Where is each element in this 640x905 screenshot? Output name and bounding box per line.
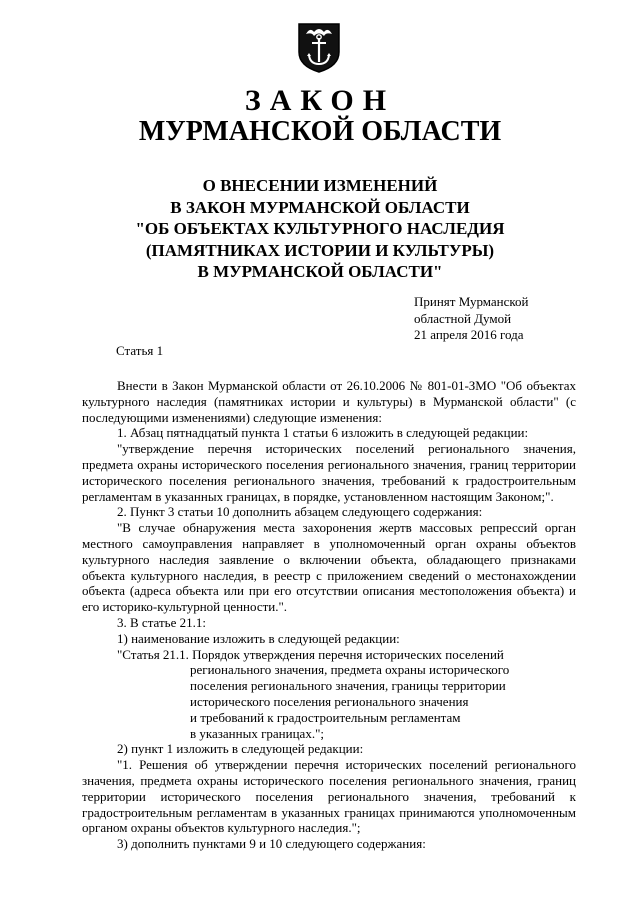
item-3-1-quote-first: "Статья 21.1. Порядок утверждения перечня исторических поселений — [117, 646, 504, 662]
subtitle-line: О ВНЕСЕНИИ ИЗМЕНЕНИЙ — [202, 176, 438, 195]
item-2: 2. Пункт 3 статьи 10 дополнить абзацем следующего содержания: — [117, 504, 483, 520]
item-3-1-quote-line: регионального значения, предмета охраны исторического — [190, 662, 510, 678]
item-3-1-quote-line: в указанных границах."; — [190, 725, 324, 741]
adoption-note — [414, 294, 529, 344]
adoption-date: 21 апреля 2016 года — [414, 327, 524, 342]
item-3: 3. В статье 21.1: — [117, 614, 206, 630]
subtitle-line: В МУРМАНСКОЙ ОБЛАСТИ" — [197, 262, 443, 281]
item-1: 1. Абзац пятнадцатый пункта 1 статьи 6 изложить в следующей редакции: — [117, 425, 529, 441]
article-body — [82, 378, 576, 852]
adoption-line: областной Думой — [414, 310, 512, 326]
item-3-3: 3) дополнить пунктами 9 и 10 следующего содержания: — [117, 836, 426, 852]
subtitle-line: "ОБ ОБЪЕКТАХ КУЛЬТУРНОГО НАСЛЕДИЯ — [135, 219, 505, 238]
item-3-1-quote-line: поселения регионального значения, границы территории — [190, 678, 506, 694]
item-3-2: 2) пункт 1 изложить в следующей редакции: — [117, 741, 364, 757]
law-title: ЗАКОН — [244, 84, 396, 117]
item-3-1: 1) наименование изложить в следующей редакции: — [117, 630, 400, 646]
law-subtitle — [0, 175, 640, 283]
item-3-1-quote-line: и требований к градостроительным регламентам — [190, 709, 461, 725]
item-2-quote: "В случае обнаружения места захоронения жертв массовых репрессий орган местного самоуправления направляет в уполномоченный орган охраны объектов культурного наследия заявление о включении объекта, обладающего признаками объекта культурного наследия, в реестр с приложением сведений о местонахождении объекта (адреса объекта или при его отсутствии описания местоположения объекта) и его историко-культурной ценности.". — [82, 520, 576, 615]
item-3-1-quote-line: исторического поселения регионального значения — [190, 693, 469, 709]
coat-of-arms-icon — [296, 22, 342, 74]
subtitle-line: В ЗАКОН МУРМАНСКОЙ ОБЛАСТИ — [170, 197, 470, 217]
item-1-quote: "утверждение перечня исторических поселений регионального значения, предмета охраны исторического поселения регионального значения, границ территории исторического поселения регионального значения, требований к градостроительным регламентам в указанных границах, в порядке, установленном настоящим Законом;". — [82, 441, 576, 504]
item-3-2-quote: "1. Решения об утверждении перечня исторических поселений регионального значения, предмета охраны исторического поселения регионального значения, границ территории исторического поселения регионального значения, требований к градостроительным регламентам в указанных границах принимаются уполномоченным органом охраны объектов культурного наследия."; — [82, 757, 576, 836]
adoption-line: Принят Мурманской — [414, 294, 529, 309]
subtitle-line: (ПАМЯТНИКАХ ИСТОРИИ И КУЛЬТУРЫ) — [145, 240, 495, 260]
article-heading: Статья 1 — [116, 343, 164, 358]
intro-paragraph: Внести в Закон Мурманской области от 26.10.2006 № 801-01-ЗМО "Об объектах культурного наследия (памятниках истории и культуры) в Мурманской области" (с последующими изменениями) следующие изменения: — [82, 378, 576, 425]
region-title: МУРМАНСКОЙ ОБЛАСТИ — [138, 116, 502, 147]
